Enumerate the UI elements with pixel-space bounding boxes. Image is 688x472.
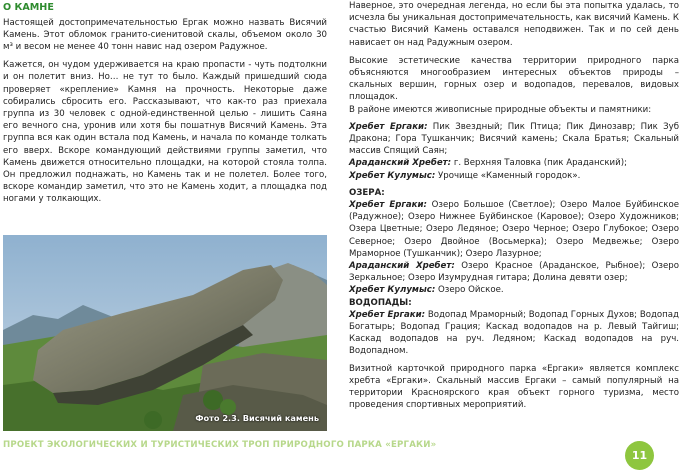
range-label: Араданский Хребет: [349,158,452,169]
range-label: Араданский Хребет: [349,261,455,272]
legend-ending-paragraph: Наверное, это очередная легенда, но если бы эта попытка удалась, то исчезла бы уникальная достопримечательность, как висячий Камень. К счастью Висячий Камень оставался неподвижен. Так и по сей день нависает он над Радужным озером. [349,1,679,48]
range-label: Хребет Ергаки: [349,200,427,211]
right-column [349,0,679,418]
intro-paragraph: Настоящей достопримечательностью Ергак можно назвать Висячий Камень. Этот обломок гранито-сиенитовой скалы, объемом около 30 м³ и весом не менее 40 тонн навис над озером Радужное. [3,17,327,53]
range-items: Пик Звездный; Пик Птица; Пик Динозавр; Пик Зуб Дракона; Гора Тушканчик; Висячий камень; Скала Братья; Скальный массив Спящий Саян; [349,121,679,157]
section-heading: О КАМНЕ [3,2,54,13]
range-items: Озеро Ойское. [435,285,504,296]
range-items: Озеро Красное (Араданское, Рыбное); Озеро Зеркальное; Озеро Изумрудная гитара; Долина девяти озер; [349,261,679,284]
range-items: г. Верхняя Таловка (пик Араданский); [451,158,627,169]
aesthetics-paragraph [349,55,679,116]
range-items: Водопад Мраморный; Водопад Горных Духов; Водопад Богатырь; Водопад Грация; Каскад водопадов на р. Левый Тайгиш; Каскад водопадов на руч. Ледяном; Каскад водопадов на руч. Водопадном. [349,309,679,357]
legend-paragraph: Кажется, он чудом удерживается на краю пропасти - чуть подтолкни и он полетит вниз. Но… не тут то было. Каждый пришедший сюда проверяет «крепление» Камня на прочность. Некоторые даже собирались сбросить его. Рассказывают, что как-то раз приехала группа из 30 человек с одной-единственной целью - лишить Саяна его вечного сна, уронив или хотя бы пошатнув Висячий Камень. Эта группа вся как один встала под Камень, и начала по команде толкать его вверх. Вскоре командующий действиями группы заметил, что Камень движется относительно площадки, на которой стояла толпа. Он предложил поднажать, но Камень так и не полетел. Более того, вскоре командир заметил, что это не Камень ходит, а площадка под ногами у толкающих. [3,60,327,205]
photo-caption: Фото 2.3. Висячий камень [195,413,319,423]
lake-entry [349,260,679,284]
aesthetics-text: Высокие эстетические качества территории природного парка объясняются многообразием интересных объектов природы – скальных вершин, горных озер и водопадов, перевалов, видовых площадок. [349,55,679,103]
lakes-heading: ОЗЕРА: [349,187,385,198]
waterfalls-heading: ВОДОПАДЫ: [349,297,412,308]
range-label: Хребет Кулумыс: [349,170,436,181]
objects-list [349,121,679,182]
lake-entry [349,284,679,296]
range-label: Хребет Кулумыс: [349,285,436,296]
objects-intro: В районе имеются живописные природные объекты и памятники: [349,104,652,115]
range-items: Озеро Большое (Светлое); Озеро Малое Буйбинское (Радужное); Озеро Нижнее Буйбинское (Каровое); Озеро Художников; Озера Цветные; Озеро Ледяное; Озеро Черное; Озеро Глубокое; Озеро Северное; Озеро Двойное (Восьмерка); Озеро Медвежье; Озеро Мраморное (Тушканчик); Озеро Лазурное; [349,200,679,259]
footer-project-title: ПРОЕКТ ЭКОЛОГИЧЕСКИХ И ТУРИСТИЧЕСКИХ ТРОП ПРИРОДНОГО ПАРКА «ЕРГАКИ» [3,440,437,450]
object-entry [349,157,679,169]
waterfall-entry [349,309,679,358]
lake-entry [349,199,679,260]
object-entry [349,121,679,158]
object-entry [349,170,679,182]
left-column [3,0,327,212]
page-number-badge: 11 [625,441,654,470]
range-label: Хребет Ергаки: [349,121,428,132]
hanging-stone-photo [3,235,327,431]
closing-paragraph: Визитной карточкой природного парка «Ергаки» является комплекс хребта «Ергаки». Скальный массив Ергаки – самый популярный на территории Красноярского края объект горного туризма, место проведения спортивных мероприятий. [349,363,679,411]
range-items: Урочище «Каменный городок». [435,170,581,181]
lakes-list [349,187,679,358]
photo-illustration [3,235,327,431]
range-label: Хребет Ергаки: [349,309,426,320]
